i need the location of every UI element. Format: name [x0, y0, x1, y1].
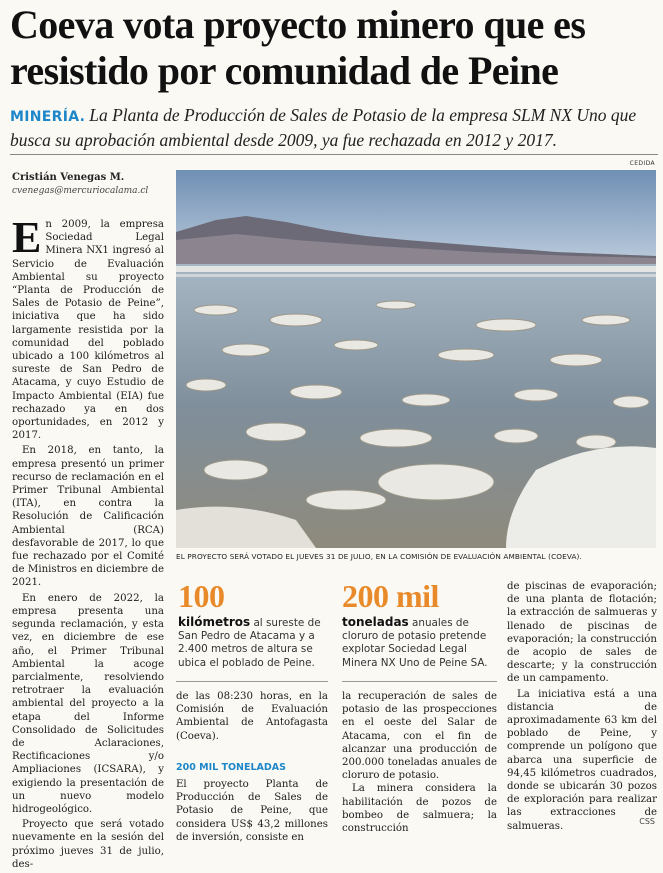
fact-box-tonnage — [342, 580, 502, 670]
fact-text: anuales de cloruro de potasio pretende explotar Sociedad Legal Minera NX Uno de Peine SA. — [342, 617, 488, 669]
photo-caption: EL PROYECTO SERÁ VOTADO EL JUEVES 31 DE JULIO, EN LA COMISIÓN DE EVALUACIÓN AMBIENTAL (COEVA). — [176, 552, 582, 561]
section-label: MINERÍA. — [10, 109, 86, 125]
fact-unit: kilómetros — [178, 615, 251, 629]
body-paragraph: La iniciativa está a una distancia de aproximadamente 63 km del poblado de Peine, y comprende un polígono que abarca una superficie de 94,45 kilómetros cuadrados, donde se ubicarán 30 pozos de exploración para realizar las extracciones de salmueras. — [507, 688, 657, 832]
fact-box-distance — [178, 580, 328, 670]
body-paragraph: En enero de 2022, la empresa presenta una segunda reclamación, y esta vez, en diciembre de ese año, el Primer Tribunal Ambiental la acoge parcialmente, resolviendo retrotraer la evaluación ambiental del proyecto a la etapa del Informe Consolidado de Solicitudes de Aclaraciones, Rectificaciones y/o Ampliaciones (ICSARA), y exigiendo la presentación de un nuevo modelo hidrogeológico. — [12, 592, 164, 815]
body-paragraph: Proyecto que será votado nuevamente en la sesión del próximo jueves 31 de julio, des- — [12, 819, 164, 870]
body-paragraph: El proyecto Planta de Producción de Sales de Potasio de Peine, que considera US$ 43,2 millones de inversión, consiste en — [176, 779, 328, 843]
body-paragraph: de las 08:230 horas, en la Comisión de Evaluación Ambiental de Antofagasta (Coeva). — [176, 691, 328, 742]
body-column-3 — [342, 690, 497, 835]
body-paragraph: En 2018, en tanto, la empresa presentó un primer recurso de reclamación en el Primer Tribunal Ambiental (ITA), en contra la Resolución de Calificación Ambiental (RCA) desfavorable de 2017, lo que fue rechazado por el Comité de Ministros en diciembre de 2021. — [12, 445, 164, 589]
end-mark: CSS — [639, 817, 655, 826]
fact-divider — [176, 681, 328, 682]
fact-divider — [342, 681, 497, 682]
body-column-2 — [176, 690, 328, 844]
fact-description — [178, 616, 328, 670]
photo-credit: CEDIDA — [629, 160, 655, 167]
lead-text: La Planta de Producción de Sales de Potasio de la empresa SLM NX Uno que busca su aprobación ambiental desde 2009, ya fue rechazada en 2012 y 2017. — [10, 105, 637, 150]
fact-unit: toneladas — [342, 615, 409, 629]
body-paragraph: La minera considera la habilitación de pozos de bombeo de salmuera; la construcción — [342, 783, 497, 835]
body-column-4 — [507, 580, 657, 835]
author-name: Cristián Venegas M. — [12, 172, 125, 183]
fact-number: 100 — [178, 578, 225, 614]
lead-paragraph — [10, 104, 660, 152]
headline: Coeva vota proyecto minero que es resistido por comunidad de Peine — [10, 2, 586, 93]
fact-number: 200 mil — [342, 578, 439, 614]
drop-cap: E — [12, 213, 42, 262]
body-paragraph: la recuperación de sales de potasio de las prospecciones en el oeste del Salar de Atacama, con el fin de alcanzar una producción de 200.000 toneladas anuales de cloruro de potasio. — [342, 691, 497, 782]
fact-text: al sureste de San Pedro de Atacama y a 2.400 metros de altura se ubica el poblado de Peine. — [178, 617, 321, 669]
fact-description — [342, 616, 502, 670]
subheading: 200 MIL TONELADAS — [176, 761, 286, 773]
header-rule — [10, 154, 658, 155]
byline — [12, 172, 172, 196]
author-email[interactable]: cvenegas@mercuriocalama.cl — [12, 186, 149, 196]
body-column-1 — [12, 213, 164, 873]
body-paragraph: de piscinas de evaporación; de una planta de flotación; la extracción de salmueras y llenado de piscinas de evaporación; la construcción de acopio de sales de descarte; y la construcción de un campamento. — [507, 581, 657, 685]
paragraph-text: n 2009, la empresa Sociedad Legal Minera NX1 ingresó al Servicio de Evaluación Ambiental su proyecto “Planta de Producción de Sales de Potasio de Peine”, iniciativa que ha sido largamente resistida por la comunidad del poblado ubicado a 100 kilómetros al sureste de San Pedro de Atacama, y cuyo Estudio de Impacto Ambiental (EIA) fue rechazado ya en dos oportunidades, en 2012 y 2017. — [12, 219, 164, 442]
body-paragraph — [12, 213, 164, 442]
salt-flat-photo — [176, 170, 656, 548]
